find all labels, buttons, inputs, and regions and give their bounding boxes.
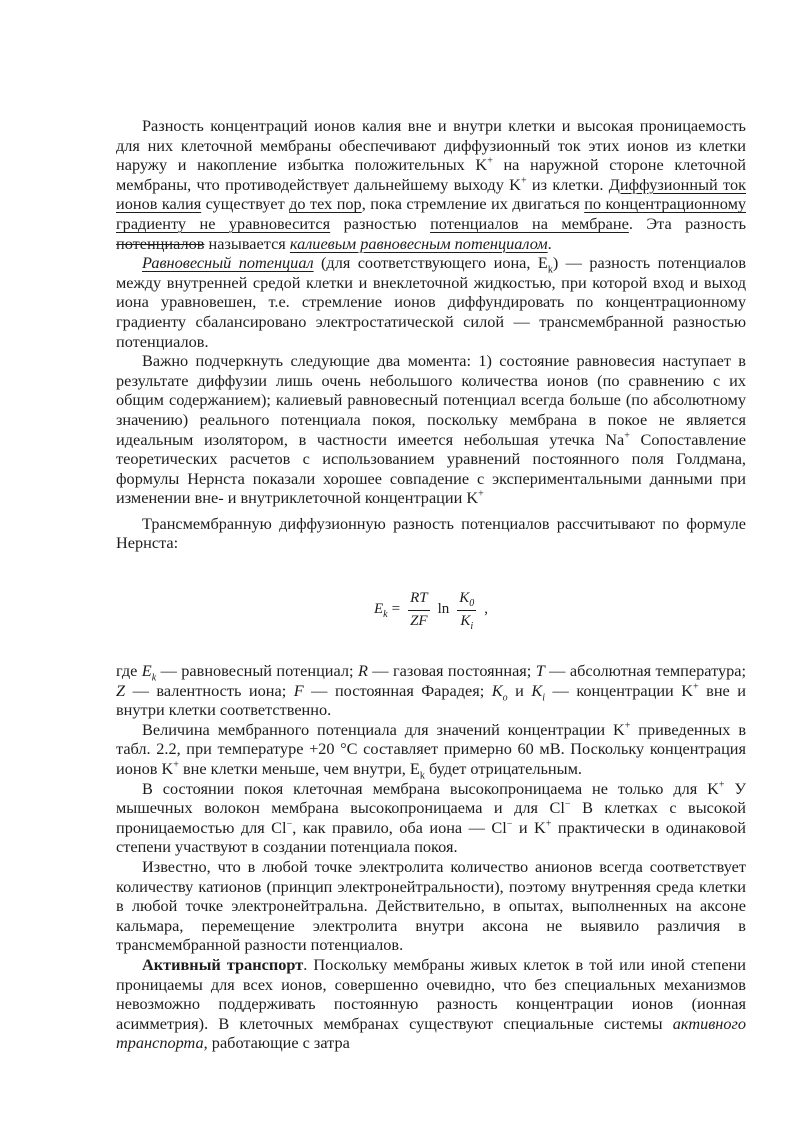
subscript: k (547, 264, 553, 276)
text-run: . (547, 233, 552, 253)
formula-fraction-k: $\frac{K_0}{K_i}$ (459, 589, 475, 632)
text-run: существует (201, 194, 290, 214)
formula-equals: = (391, 601, 401, 618)
paragraph-chloride-permeability: В состоянии покоя клеточная мембрана высокопроницаема не только для K+ У мышечных волокон мембрана высокопроницаема и для Cl− В клетках с высокой проницаемостью для Cl−, как правило, оба иона — Cl− и K+ практически в одинаковой степени участвуют в создании потенциала покоя. (116, 778, 746, 857)
paragraph-electroneutrality: Известно, что в любой точке электролита количество анионов всегда соответствует количеству катионов (принцип электронейтральности), поэтому внутренняя среда клетки в любой точке электронейтральна. Действительно, в опытах, выполненных на аксоне кальмара, перемещение электролита внутри аксона не выявило различия в трансмембранной разности потенциалов. (116, 857, 746, 955)
formula-lhs: $E_k$ (373, 601, 388, 621)
text-run: , пока стремление их двигаться (361, 194, 585, 214)
section-heading: Активный транспорт (142, 954, 304, 974)
text-run: называется (204, 233, 290, 253)
italic-term: активного транспорта (116, 1013, 746, 1053)
nernst-formula (116, 571, 746, 649)
text-run: из клетки. (526, 174, 609, 194)
superscript: + (624, 430, 630, 442)
text-run: разностью (330, 213, 431, 233)
paragraph-potassium-gradient (116, 116, 746, 253)
text-run: Сопоставление теоретических расчетов с использованием уравнений постоянного поля Голдмана, формулы Нернста показали хорошее совпадение с экспериментальными данными при изменении вне- и внутриклеточной концентрации K (116, 429, 747, 508)
underlined-phrase: Диффузионный ток ионов калия (116, 174, 746, 214)
underlined-phrase: до тех пор (289, 194, 362, 214)
italic-term: калиевым равновесным потенциалом (289, 233, 548, 253)
formula-ln: ln (437, 601, 450, 618)
formula-fraction-rt-zf: $\frac{RT}{ZF}$ (410, 589, 428, 629)
superscript: + (478, 488, 484, 500)
paragraph-where-definitions: где $E_k$ — равновесный потенциал; R — газовая постоянная; T — абсолютная температура; Z — валентность иона; F — постоянная Фарадея; $K_o$ и $K_i$ — концентрации K+ вне и внутри клетки соответственно. (116, 661, 746, 720)
text-run: Разность концентраций ионов калия вне и внутри клетки и высокая проницаемость для них клеточной мембраны обеспечивают диффузионный ток этих ионов из клетки наружу и накопление избытка положительных K (116, 116, 746, 175)
paragraph-two-points (116, 351, 746, 508)
superscript: + (487, 155, 493, 167)
italic-term: Равновесный потенциал (142, 253, 314, 273)
superscript: + (520, 175, 527, 187)
underlined-phrase: потенциалов на мембране (430, 213, 629, 233)
paragraph-equilibrium-definition (116, 253, 746, 351)
paragraph-membrane-potential-value: Величина мембранного потенциала для значений концентрации K+ приведенных в табл. 2.2, при температуре +20 °С составляет примерно 60 мВ. Поскольку концентрация ионов K+ вне клетки меньше, чем внутри, $E_k$ будет отрицательным. (116, 719, 747, 782)
text-run: (для соответствующего иона, E (313, 253, 548, 273)
underlined-phrase: по концентрационному градиенту не уравновесится (116, 194, 747, 233)
formula-comma: , (484, 601, 489, 618)
text-run: ) — разность потенциалов между внутренней средой клетки и внеклеточной жидкостью, при которой вход и выход иона уравновешен, т.е. стремление ионов диффундировать по концентрационному градиенту сбалансировано электростатической силой — трансмембранной разностью потенциалов. (116, 253, 747, 351)
paragraph-nernst-intro: Трансмембранную диффузионную разность потенциалов рассчитывают по формуле Нернста: (116, 513, 746, 553)
struck-word: потенциалов (116, 233, 205, 253)
text-run: . Эта разность (628, 213, 746, 233)
paragraph-active-transport: Активный транспорт. Поскольку мембраны живых клеток в той или иной степени проницаемы для всех ионов, совершенно очевидно, что без специальных механизмов невозможно поддерживать постоянную разность концентрации ионов (ионная асимметрия). В клеточных мембранах существуют специальные системы активного транспорта, работающие с затра (116, 954, 746, 1053)
text-column (116, 116, 746, 1053)
text-run: на наружной стороне клеточной мембраны, что противодействует дальнейшему выходу K (116, 155, 747, 194)
text-run: Важно подчеркнуть следующие два момента: 1) состояние равновесия наступает в результате диффузии лишь очень небольшого количества ионов (по сравнению с их общим содержанием); калиевый равновесный потенциал всегда больше (по абсолютному значению) реального потенциала покоя, поскольку мембрана в покое не является идеальным изолятором, в частности имеется небольшая утечка Na (116, 351, 746, 449)
